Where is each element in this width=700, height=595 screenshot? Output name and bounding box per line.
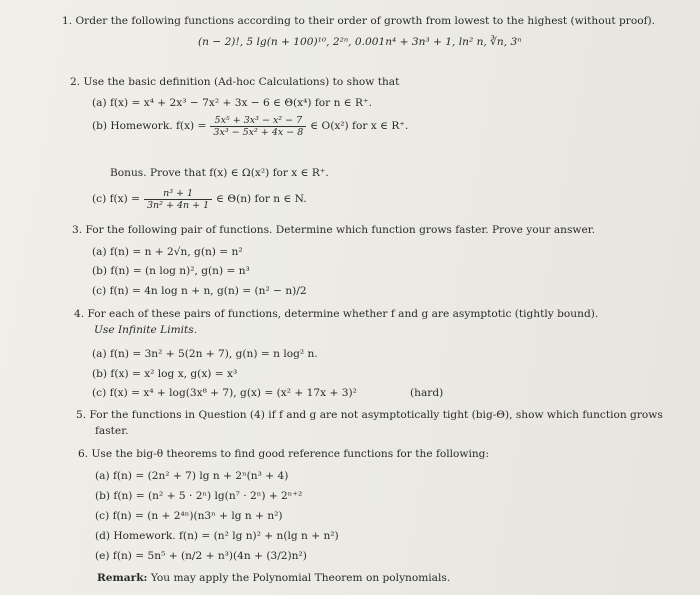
problem-2a: (a) f(x) = x⁴ + 2x³ − 7x² + 3x − 6 ∈ Θ(x⁴) for n ∈ R⁺. [92,97,372,109]
problem-4-text: 4. For each of these pairs of functions, determine whether f and g are asymptotic (tightly bound). [74,308,599,320]
problem-5-text: 5. For the functions in Question (4) if f and g are not asymptotically tight (big-Θ), show which function grows [76,409,663,421]
problem-1-formula: (n − 2)!, 5 lg(n + 100)¹⁰, 2²ⁿ, 0.001n⁴ + 3n³ + 1, ln² n, ∛n, 3ⁿ [198,36,522,48]
problem-2b-fraction [210,115,306,138]
remark-text: You may apply the Polynomial Theorem on polynomials. [147,572,451,584]
problem-3a: (a) f(n) = n + 2√n, g(n) = n² [92,246,243,258]
problem-6a: (a) f(n) = (2n² + 7) lg n + 2ⁿ(n³ + 4) [95,470,289,482]
problem-2c-numerator: n³ + 1 [163,187,194,199]
problem-3c: (c) f(n) = 4n log n + n, g(n) = (n² − n)/2 [92,285,307,297]
problem-2b-suffix: ∈ O(x²) for x ∈ R⁺. [310,120,409,132]
problem-2c-denominator: 3n² + 4n + 1 [144,199,212,211]
problem-6e: (e) f(n) = 5n⁵ + (n/2 + n³)(4n + (3/2)n²) [95,550,307,562]
problem-2c [92,186,307,212]
problem-6d: (d) Homework. f(n) = (n² lg n)² + n(lg n + n²) [95,530,339,542]
problem-4c: (c) f(x) = x⁴ + log(3x⁸ + 7), g(x) = (x² + 17x + 3)² [92,387,357,399]
problem-2c-suffix: ∈ Θ(n) for n ∈ N. [216,193,307,205]
problem-1-text: 1. Order the following functions according to their order of growth from lowest to the highest (without proof). [62,15,656,27]
problem-6c: (c) f(n) = (n + 2⁴ⁿ)(n3ⁿ + lg n + n²) [95,510,283,522]
problem-2b-denominator: 3x³ − 5x² + 4x − 8 [210,126,306,138]
problem-4b: (b) f(x) = x² log x, g(x) = x³ [92,368,238,380]
problem-6-remark [97,572,450,585]
problem-4c-note: (hard) [410,387,444,399]
problem-3-text: 3. For the following pair of functions. Determine which function grows faster. Prove your answer. [72,224,596,236]
problem-2-text: 2. Use the basic definition (Ad-hoc Calculations) to show that [70,76,400,88]
problem-6-text: 6. Use the big-θ theorems to find good reference functions for the following: [78,448,490,460]
problem-5-text2: faster. [95,425,129,437]
problem-6b: (b) f(n) = (n² + 5 · 2ⁿ) lg(n⁷ · 2ⁿ) + 2ⁿ⁺² [95,490,303,502]
problem-4a: (a) f(n) = 3n² + 5(2n + 7), g(n) = n log² n. [92,348,318,360]
problem-2b [92,113,408,139]
problem-2c-prefix: (c) f(x) = [92,193,140,205]
problem-3b: (b) f(n) = (n log n)², g(n) = n³ [92,265,250,277]
problem-2b-prefix: (b) Homework. f(x) = [92,120,207,132]
problem-4-text2: Use Infinite Limits. [94,324,198,336]
problem-2-bonus: Bonus. Prove that f(x) ∈ Ω(x²) for x ∈ R⁺. [110,167,329,179]
problem-2b-numerator: 5x⁵ + 3x³ − x² − 7 [214,114,303,126]
remark-label: Remark: [97,572,148,584]
problem-2c-fraction [144,188,212,211]
